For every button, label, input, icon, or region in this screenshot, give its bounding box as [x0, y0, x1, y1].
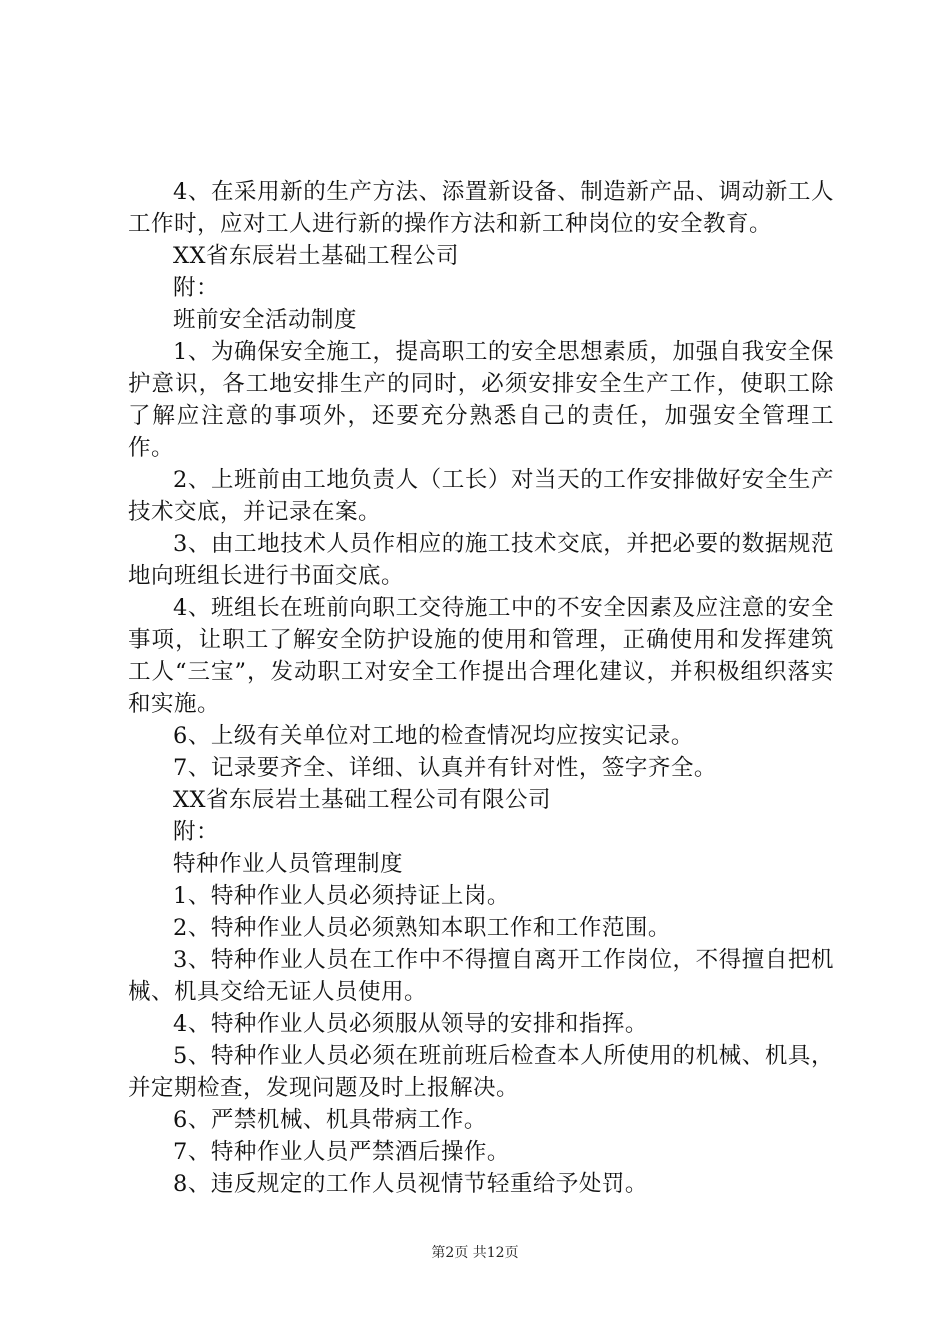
paragraph-item-3: 3、由工地技术人员作相应的施工技术交底，并把必要的数据规范地向班组长进行书面交底。 [128, 531, 834, 589]
paragraph-item-2: 2、上班前由工地负责人（工长）对当天的工作安排做好安全生产技术交底，并记录在案。 [128, 467, 834, 525]
rule-item-6: 6、严禁机械、机具带病工作。 [173, 1107, 487, 1133]
paragraph-item-4: 4、班组长在班前向职工交待施工中的不安全因素及应注意的安全事项，让职工了解安全防护设施的使用和管理，正确使用和发挥建筑工人“三宝”，发动职工对安全工作提出合理化建议，并积极组织落实和实施。 [128, 595, 834, 717]
rule-item-1: 1、特种作业人员必须持证上岗。 [173, 883, 510, 909]
document-body [128, 176, 834, 1200]
rule-item-7: 7、特种作业人员严禁酒后操作。 [173, 1139, 510, 1165]
paragraph-item-1: 1、为确保安全施工，提高职工的安全思想素质，加强自我安全保护意识，各工地安排生产的同时，必须安排安全生产工作，使职工除了解应注意的事项外，还要充分熟悉自己的责任，加强安全管理工作。 [128, 339, 834, 461]
page-number-footer: 第2页 共12页 [431, 1245, 519, 1261]
rule-item-5: 5、特种作业人员必须在班前班后检查本人所使用的机械、机具，并定期检查，发现问题及时上报解决。 [128, 1043, 834, 1101]
paragraph-item-6: 6、上级有关单位对工地的检查情况均应按实记录。 [173, 723, 694, 749]
rule-item-8: 8、违反规定的工作人员视情节轻重给予处罚。 [173, 1171, 648, 1197]
section-title-pre-shift-safety: 班前安全活动制度 [173, 307, 358, 333]
section-title-special-operators: 特种作业人员管理制度 [173, 851, 404, 877]
appendix-label: 附： [173, 275, 220, 301]
paragraph-item-4-training: 4、在采用新的生产方法、添置新设备、制造新产品、调动新工人工作时，应对工人进行新的操作方法和新工种岗位的安全教育。 [128, 179, 834, 237]
appendix-label: 附： [173, 819, 220, 845]
paragraph-item-7: 7、记录要齐全、详细、认真并有针对性，签字齐全。 [173, 755, 717, 781]
rule-item-4: 4、特种作业人员必须服从领导的安排和指挥。 [173, 1011, 648, 1037]
company-signature: XX省东辰岩土基础工程公司 [173, 243, 460, 269]
rule-item-2: 2、特种作业人员必须熟知本职工作和工作范围。 [173, 915, 671, 941]
rule-item-3: 3、特种作业人员在工作中不得擅自离开工作岗位，不得擅自把机械、机具交给无证人员使用。 [128, 947, 834, 1005]
company-signature-ltd: XX省东辰岩土基础工程公司有限公司 [173, 787, 552, 813]
